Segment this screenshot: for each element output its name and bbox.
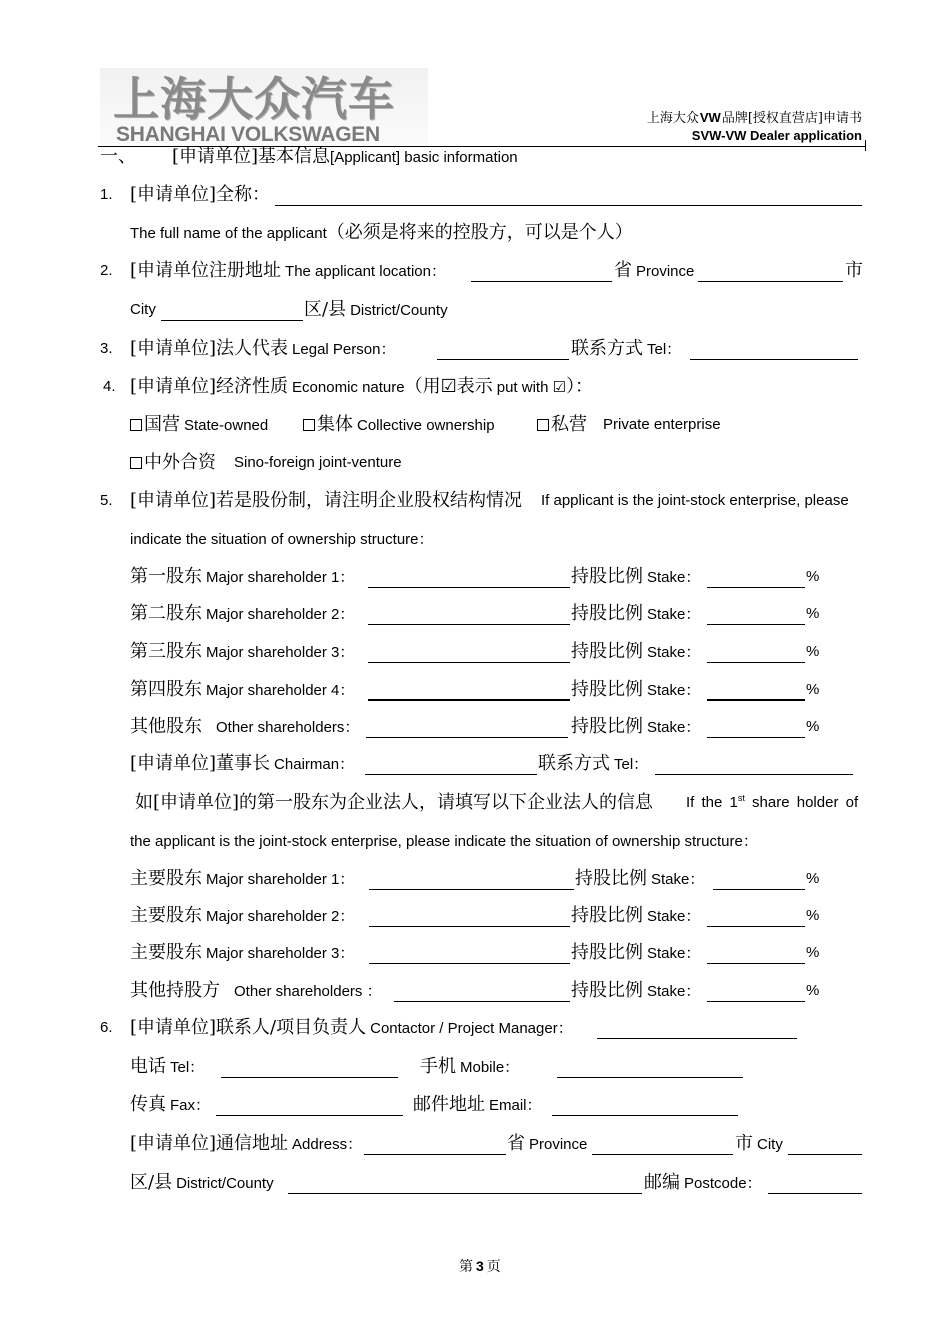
shareholder-1-en: Major shareholder 1：	[206, 569, 355, 586]
main-shareholder-2-percent: %	[806, 907, 820, 924]
chairman-en: Chairman：	[274, 756, 355, 773]
address-province-cn: 省	[507, 1133, 525, 1154]
other-shareholders-cn: 其他股东	[130, 716, 202, 737]
shareholder-3-label	[130, 642, 354, 662]
legal-person-en: Legal Person：	[292, 341, 396, 358]
other-holders-label	[130, 981, 382, 1001]
address-province-en: Province	[529, 1136, 588, 1153]
economic-nature-hint-en: put with ☑	[496, 379, 567, 396]
shareholder-2-stake-cn: 持股比例	[571, 603, 643, 624]
checkbox-private-enterprise[interactable]	[537, 419, 549, 431]
main-shareholder-1-percent: %	[806, 870, 820, 887]
shareholder-2-name-field[interactable]	[368, 624, 570, 625]
economic-nature-en: Economic nature	[292, 379, 405, 396]
location-label-en: The applicant location：	[285, 263, 446, 280]
address-cn: [申请单位]通信地址	[130, 1133, 289, 1154]
contact-tel-field[interactable]	[221, 1077, 398, 1078]
document-title	[647, 109, 862, 128]
location-province-label	[614, 261, 694, 281]
other-holders-name-field[interactable]	[394, 1001, 570, 1002]
corporate-note-en-post: share holder of	[744, 794, 859, 811]
contact-email-field[interactable]	[552, 1115, 738, 1116]
legal-person-label	[130, 339, 395, 359]
header-divider-tick	[865, 140, 866, 151]
section-title	[172, 147, 518, 167]
chairman-name-field[interactable]	[365, 774, 537, 775]
contact-person-label	[130, 1018, 573, 1038]
contact-mobile-cn: 手机	[420, 1056, 456, 1077]
checkbox-collective-ownership[interactable]	[303, 419, 315, 431]
other-shareholders-name-field[interactable]	[366, 737, 568, 738]
option-sino-foreign-en-label	[234, 453, 402, 473]
full-name-label-text: [申请单位]全称：	[130, 184, 271, 205]
address-province-label	[507, 1134, 587, 1154]
document-title-part2: 品牌[授权直营店]申请书	[721, 111, 862, 126]
shareholder-4-stake-cn: 持股比例	[571, 679, 643, 700]
option-private-cn: 私营	[551, 414, 587, 435]
shareholder-2-en: Major shareholder 2：	[206, 606, 355, 623]
other-holders-en: Other shareholders ：	[234, 983, 382, 1000]
item-6-number: 6.	[100, 1019, 113, 1036]
shareholder-1-percent: %	[806, 568, 820, 585]
address-city-label	[735, 1134, 783, 1154]
address-city-en: City	[757, 1136, 783, 1153]
postcode-field[interactable]	[768, 1193, 862, 1194]
item-2-number: 2.	[100, 262, 113, 279]
contact-tel-label	[130, 1057, 204, 1077]
section-number	[100, 147, 136, 167]
location-city-field[interactable]	[698, 281, 843, 282]
chairman-tel-field[interactable]	[655, 774, 853, 775]
location-province-cn: 省	[614, 260, 632, 281]
legal-person-cn: [申请单位]法人代表	[130, 338, 289, 359]
corporate-note-en-pre: If the 1	[686, 794, 738, 811]
postcode-en: Postcode：	[684, 1175, 762, 1192]
option-collective-cn: 集体	[317, 414, 353, 435]
other-shareholders-label	[130, 717, 359, 737]
main-shareholder-2-en: Major shareholder 2：	[206, 908, 355, 925]
shareholder-3-name-field[interactable]	[368, 662, 570, 663]
contact-tel-cn: 电话	[130, 1056, 166, 1077]
main-shareholder-1-stake-field[interactable]	[713, 889, 805, 890]
item-1-number: 1.	[100, 186, 113, 203]
chairman-tel-label	[538, 754, 648, 774]
page-number-post: 页	[486, 1259, 501, 1275]
page-number-pre: 第	[459, 1259, 473, 1275]
other-shareholders-percent: %	[806, 718, 820, 735]
main-shareholder-3-stake-label	[571, 943, 700, 963]
economic-nature-cn: [申请单位]经济性质	[130, 376, 289, 397]
contact-email-cn: 邮件地址	[413, 1094, 485, 1115]
address-district-en: District/County	[176, 1175, 274, 1192]
location-city-label-en	[130, 300, 156, 320]
location-province-en: Province	[636, 263, 695, 280]
option-state-owned-en: State-owned	[184, 417, 269, 434]
shareholder-1-label	[130, 567, 354, 587]
checkbox-state-owned[interactable]	[130, 419, 142, 431]
shareholder-2-percent: %	[806, 605, 820, 622]
shareholder-4-label	[130, 680, 354, 700]
contact-email-label	[413, 1095, 542, 1115]
location-district-en: District/County	[350, 302, 448, 319]
chairman-tel-en: Tel：	[614, 756, 649, 773]
contact-fax-en: Fax：	[170, 1097, 211, 1114]
other-holders-percent: %	[806, 982, 820, 999]
address-city-cn: 市	[735, 1133, 753, 1154]
logo-chinese-wordmark: 上海大众汽车	[113, 72, 395, 126]
other-holders-stake-label	[571, 981, 700, 1001]
main-shareholder-1-stake-label	[575, 869, 704, 889]
address-city-name-field[interactable]	[788, 1154, 862, 1155]
main-shareholder-1-cn: 主要股东	[130, 868, 202, 889]
option-collective-ownership	[303, 415, 495, 435]
item-5-number: 5.	[100, 492, 113, 509]
shareholder-4-stake-label	[571, 680, 700, 700]
corporate-note-cn-text: 如[申请单位]的第一股东为企业法人，请填写以下企业法人的信息	[135, 792, 654, 813]
other-shareholders-en: Other shareholders：	[216, 719, 360, 736]
main-shareholder-2-stake-en: Stake：	[647, 908, 701, 925]
shareholder-1-stake-field[interactable]	[707, 587, 805, 588]
shareholder-2-cn: 第二股东	[130, 603, 202, 624]
shareholder-3-stake-field[interactable]	[707, 662, 805, 663]
main-shareholder-3-name-field[interactable]	[369, 963, 570, 964]
chairman-tel-cn: 联系方式	[538, 753, 610, 774]
document-title-brand: VW	[699, 110, 721, 125]
main-shareholder-3-percent: %	[806, 944, 820, 961]
contact-tel-en: Tel：	[170, 1059, 205, 1076]
shareholder-3-percent: %	[806, 643, 820, 660]
full-name-note	[130, 223, 633, 243]
main-shareholder-3-stake-en: Stake：	[647, 945, 701, 962]
full-name-field[interactable]	[275, 205, 862, 206]
main-shareholder-3-cn: 主要股东	[130, 942, 202, 963]
main-shareholder-1-name-field[interactable]	[369, 889, 574, 890]
page-number-value: 3	[476, 1258, 484, 1274]
ownership-label-en-line1-text: If applicant is the joint-stock enterprise, please	[541, 492, 849, 509]
option-state-owned-cn: 国营	[144, 414, 180, 435]
corporate-note-en-line2	[130, 832, 758, 852]
address-district-field[interactable]	[288, 1193, 642, 1194]
legal-person-tel-en: Tel：	[647, 341, 682, 358]
legal-person-tel-label	[571, 339, 681, 359]
main-shareholder-2-label	[130, 906, 354, 926]
other-shareholders-stake-en: Stake：	[647, 719, 701, 736]
legal-person-tel-cn: 联系方式	[571, 338, 643, 359]
address-label	[130, 1134, 362, 1154]
location-district-cn: 区/县	[304, 299, 347, 320]
shanghai-volkswagen-logo	[100, 68, 428, 146]
main-shareholder-1-stake-cn: 持股比例	[575, 868, 647, 889]
shareholder-3-stake-en: Stake：	[647, 644, 701, 661]
shareholder-3-stake-cn: 持股比例	[571, 641, 643, 662]
full-name-label	[130, 185, 270, 205]
section-number-text: 一、	[100, 146, 136, 167]
ownership-label-cn	[130, 491, 522, 511]
contact-mobile-field[interactable]	[557, 1077, 743, 1078]
shareholder-1-stake-en: Stake：	[647, 569, 701, 586]
other-holders-stake-cn: 持股比例	[571, 980, 643, 1001]
checkbox-sino-foreign-joint-venture[interactable]	[130, 457, 142, 469]
shareholder-4-stake-en: Stake：	[647, 682, 701, 699]
main-shareholder-2-cn: 主要股东	[130, 905, 202, 926]
shareholder-4-en: Major shareholder 4：	[206, 682, 355, 699]
contact-person-en: Contactor / Project Manager：	[370, 1020, 573, 1037]
location-label	[130, 261, 446, 281]
document-title-part1: 上海大众	[646, 111, 699, 126]
location-district-label	[304, 300, 448, 320]
location-city-en: City	[130, 301, 156, 318]
contact-mobile-en: Mobile：	[460, 1059, 520, 1076]
other-holders-stake-en: Stake：	[647, 983, 701, 1000]
location-province-field[interactable]	[471, 281, 612, 282]
logo-english-wordmark: SHANGHAI VOLKSWAGEN	[116, 123, 380, 146]
shareholder-4-stake-field[interactable]	[707, 699, 805, 701]
main-shareholder-2-stake-label	[571, 906, 700, 926]
option-private-en: Private enterprise	[603, 416, 721, 433]
shareholder-3-en: Major shareholder 3：	[206, 644, 355, 661]
ownership-label-en-line2	[130, 530, 434, 550]
main-shareholder-2-stake-field[interactable]	[707, 926, 805, 927]
corporate-note-en-line2-text: the applicant is the joint-stock enterprise, please indicate the situation of ownership structure：	[130, 833, 758, 850]
legal-person-tel-field[interactable]	[690, 359, 858, 360]
location-city-label-cn	[845, 261, 863, 281]
address-city-field[interactable]	[592, 1154, 733, 1155]
address-district-label	[130, 1173, 274, 1193]
section-title-cn: [申请单位]基本信息	[172, 146, 331, 167]
main-shareholder-3-label	[130, 943, 354, 963]
other-shareholders-stake-cn: 持股比例	[571, 716, 643, 737]
corporate-note-cn	[135, 793, 653, 813]
contact-fax-label	[130, 1095, 210, 1115]
option-sino-foreign-cn: 中外合资	[144, 452, 216, 473]
item-4-number: 4.	[103, 378, 116, 395]
main-shareholder-3-en: Major shareholder 3：	[206, 945, 355, 962]
address-district-cn: 区/县	[130, 1172, 173, 1193]
main-shareholder-1-en: Major shareholder 1：	[206, 871, 355, 888]
shareholder-2-label	[130, 604, 354, 624]
main-shareholder-2-stake-cn: 持股比例	[571, 905, 643, 926]
ownership-label-en-line1	[541, 491, 849, 511]
document-subtitle: SVW-VW Dealer application	[691, 128, 862, 143]
shareholder-2-stake-field[interactable]	[707, 624, 805, 625]
main-shareholder-3-stake-field[interactable]	[707, 963, 805, 964]
section-title-en: [Applicant] basic information	[330, 149, 518, 166]
ownership-label-cn-text: [申请单位]若是股份制，请注明企业股权结构情况	[130, 490, 523, 511]
shareholder-1-cn: 第一股东	[130, 566, 202, 587]
corporate-note-en-line1	[686, 793, 858, 813]
other-shareholders-stake-label	[571, 717, 700, 737]
option-private-enterprise	[537, 415, 587, 435]
contact-fax-field[interactable]	[216, 1115, 403, 1116]
ownership-label-en-line2-text: indicate the situation of ownership structure：	[130, 531, 434, 548]
location-city-cn: 市	[845, 260, 863, 281]
other-holders-stake-field[interactable]	[707, 1001, 805, 1002]
economic-nature-hint-open: （用☑表示	[404, 376, 493, 397]
main-shareholder-3-stake-cn: 持股比例	[571, 942, 643, 963]
postcode-cn: 邮编	[644, 1172, 680, 1193]
shareholder-1-stake-cn: 持股比例	[571, 566, 643, 587]
economic-nature-label	[130, 377, 593, 397]
postcode-label	[644, 1173, 762, 1193]
contact-email-en: Email：	[489, 1097, 542, 1114]
chairman-label	[130, 754, 354, 774]
shareholder-2-stake-label	[571, 604, 700, 624]
shareholder-4-percent: %	[806, 681, 820, 698]
shareholder-1-name-field[interactable]	[368, 587, 570, 588]
chairman-cn: [申请单位]董事长	[130, 753, 271, 774]
shareholder-1-stake-label	[571, 567, 700, 587]
shareholder-2-stake-en: Stake：	[647, 606, 701, 623]
legal-person-field[interactable]	[437, 359, 569, 360]
other-shareholders-stake-field[interactable]	[707, 737, 805, 738]
main-shareholder-1-label	[130, 869, 354, 889]
option-collective-en: Collective ownership	[357, 417, 495, 434]
location-label-cn: [申请单位注册地址	[130, 260, 282, 281]
option-sino-foreign-en: Sino-foreign joint-venture	[234, 454, 402, 471]
shareholder-3-stake-label	[571, 642, 700, 662]
option-sino-foreign	[130, 453, 216, 473]
full-name-note-cn: （必须是将来的控股方，可以是个人）	[326, 222, 633, 243]
other-holders-cn: 其他持股方	[130, 980, 220, 1001]
option-private-enterprise-en-label	[603, 415, 721, 435]
shareholder-3-cn: 第三股东	[130, 641, 202, 662]
main-shareholder-1-stake-en: Stake：	[651, 871, 705, 888]
option-state-owned	[130, 415, 268, 435]
shareholder-4-cn: 第四股东	[130, 679, 202, 700]
page-number	[459, 1257, 501, 1276]
contact-mobile-label	[420, 1057, 519, 1077]
contact-fax-cn: 传真	[130, 1094, 166, 1115]
main-shareholder-2-name-field[interactable]	[369, 926, 570, 927]
location-district-field[interactable]	[161, 320, 303, 321]
address-province-field[interactable]	[364, 1154, 506, 1155]
full-name-note-en: The full name of the applicant	[130, 225, 327, 242]
item-3-number: 3.	[100, 340, 113, 357]
contact-person-field[interactable]	[597, 1038, 797, 1039]
economic-nature-hint-close: ）：	[566, 376, 594, 397]
shareholder-4-name-field[interactable]	[368, 699, 570, 701]
contact-person-cn: [申请单位]联系人/项目负责人	[130, 1017, 367, 1038]
address-en: Address：	[292, 1136, 363, 1153]
corporate-note-en-sup: st	[737, 793, 745, 803]
